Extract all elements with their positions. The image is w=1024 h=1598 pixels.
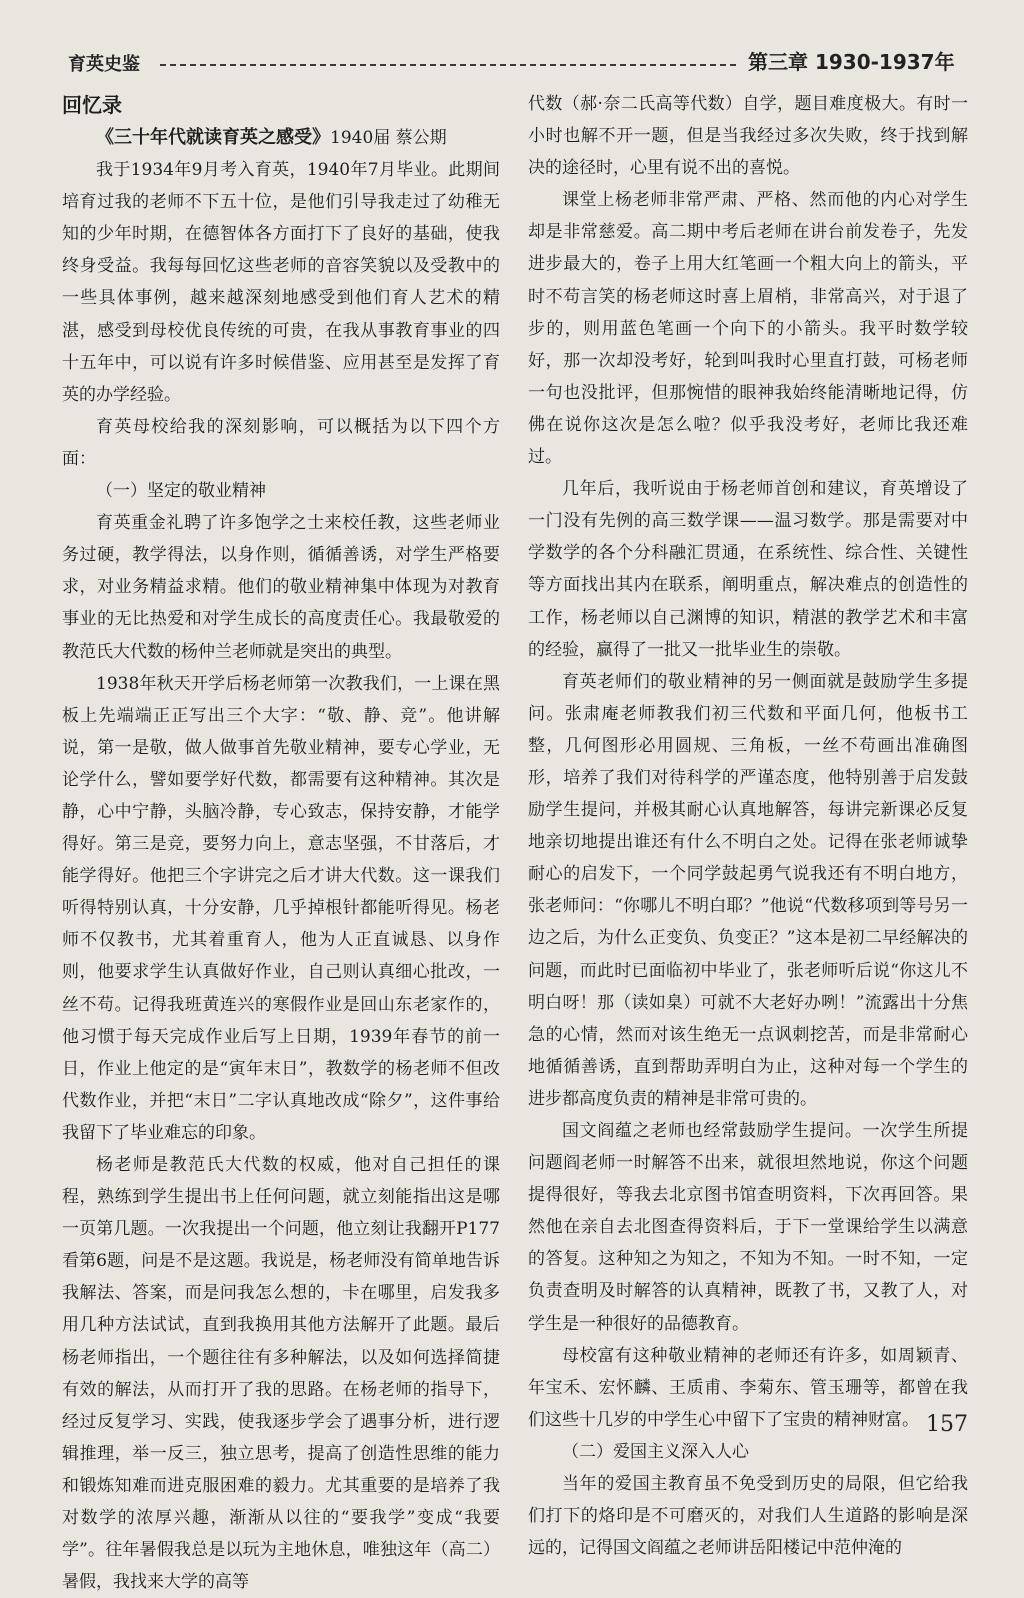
article-title: 《三十年代就读育英之感受》 [96,127,330,148]
subheading: （一）坚定的敬业精神 [96,481,266,502]
section-label: 回忆录 [62,93,122,117]
paragraph: 课堂上杨老师非常严肃、严格、然而他的内心对学生却是非常慈爱。高二期中考后老师在讲台前发卷子，先发进步最大的，卷子上用大红笔画一个粗大向上的箭头，平时不苟言笑的杨老师这时喜上眉梢，非常高兴，对于退了步的，则用蓝色笔画一个向下的小箭头。我平时数学较好，那一次却没考好，轮到叫我时心里直打鼓，可杨老师一句也没批评，但那惋惜的眼神我始终能清晰地记得，仿佛在说你这次是怎么啦？似乎我没考好，老师比我还难过。 [528,190,968,468]
paragraph: 育英母校给我的深刻影响，可以概括为以下四个方面： [62,416,500,469]
subheading: （二）爱国主义深入人心 [562,1441,749,1462]
page-header [0,0,1024,90]
page-number: 157 [926,1412,968,1437]
paragraph: 育英老师们的敬业精神的另一侧面就是鼓励学生多提问。张肃庵老师教我们初三代数和平面几何，他板书工整，几何图形必用圆规、三角板，一丝不苟画出准确图形，培养了我们对待科学的严谨态度，他特别善于启发鼓励学生提问，并极其耐心认真地解答，每讲完新课必反复地亲切地提出谁还有什么不明白之处。记得在张老师诚挚耐心的启发下，一个同学鼓起勇气说我还有不明白地方，张老师问：“你哪儿不明白耶？”他说“代数移项到等号另一边之后，为什么正变负、负变正？”这本是初二早经解决的问题，而此时已面临初中毕业了，张老师听后说“你这儿不明白呀！那（读如臬）可就不大老好办咧！”流露出十分焦急的心情，然而对该生绝无一点讽刺挖苦，而是非常耐心地循循善诱，直到帮助弄明白为止，这种对每一个学生的进步都高度负责的精神是非常可贵的。 [528,671,968,1109]
left-column [62,88,500,1598]
running-head-chapter: 第三章 1930-1937年 [748,50,955,74]
paragraph: 我于1934年9月考入育英，1940年7月毕业。此期间培育过我的老师不下五十位，是他们引导我走过了幼稚无知的少年时期，在德智体各方面打下了良好的基础，使我终身受益。我每每回忆这些老师的音容笑貌以及受教中的一些具体事例，越来越深刻地感受到他们育人艺术的精湛，感受到母校优良传统的可贵，在我从事教育事业的四十五年中，可以说有许多时候借鉴、应用甚至是发挥了育英的办学经验。 [62,160,500,405]
paragraph: 当年的爱国主教育虽不免受到历史的局限，但它给我们打下的烙印是不可磨灭的，对我们人生道路的影响是深远的，记得国文阎蕴之老师讲岳阳楼记中范仲淹的 [528,1474,968,1559]
paragraph: 国文阎蕴之老师也经常鼓励学生提问。一次学生所提问题阎老师一时解答不出来，就很坦然地说，你这个问题提得很好，等我去北京图书馆查明资料，下次再回答。果然他在亲自去北图查得资料后，于下一堂课给学生以满意的答复。这种知之为知之，不知为不知。一时不知，一定负责查明及时解答的认真精神，既教了书，又教了人，对学生是一种很好的品德教育。 [528,1121,968,1334]
paragraph: 杨老师是教范氏大代数的权威，他对自己担任的课程，熟练到学生提出书上任何问题，就立刻能指出这是哪一页第几题。一次我提出一个问题，他立刻让我翻开P177看第6题，问是不是这题。我说是，杨老师没有简单地告诉我解法、答案，而是问我怎么想的，卡在哪里，启发我多用几种方法试试，直到我换用其他方法解开了此题。最后杨老师指出，一个题往往有多种解法，以及如何选择简捷有效的解法，从而打开了我的思路。在杨老师的指导下，经过反复学习、实践，使我逐步学会了遇事分析，进行逻辑推理，举一反三，独立思考，提高了创造性思维的能力和锻炼知难而进克服困难的毅力。尤其重要的是培养了我对数学的浓厚兴趣，渐渐从以往的“要我学”变成“我要学”。往年暑假我总是以玩为主地休息，唯独这年（高二）暑假，我找来大学的高等 [62,1155,500,1593]
article-byline: 1940届 蔡公期 [330,128,447,148]
right-column [528,88,968,1564]
paragraph: 几年后，我听说由于杨老师首创和建议，育英增设了一门没有先例的高三数学课——温习数学。那是需要对中学数学的各个分科融汇贯通，在系统性、综合性、关键性等方面找出其内在联系，阐明重点，解决难点的创造性的工作，杨老师以自己渊博的知识，精湛的教学艺术和丰富的经验，赢得了一批又一批毕业生的崇敬。 [528,479,968,660]
running-head-book-title: 育英史鉴 [68,54,140,75]
article-heading [62,122,500,154]
header-dashed-rule [160,64,736,66]
paragraph: 1938年秋天开学后杨老师第一次教我们，一上课在黑板上先端端正正写出三个大字：“敬、静、竞”。他讲解说，第一是敬，做人做事首先敬业精神，要专心学业，无论学什么，譬如要学好代数，都需要有这种精神。其次是静，心中宁静，头脑冷静，专心致志，保持安静，才能学得好。第三是竞，要努力向上，意志坚强，不甘落后，才能学得好。他把三个字讲完之后才讲大代数。这一课我们听得特别认真，十分安静，几乎掉根针都能听得见。杨老师不仅教书，尤其着重育人，他为人正直诚恳、以身作则，他要求学生认真做好作业，自己则认真细心批改，一丝不苟。记得我班黄连兴的寒假作业是回山东老家作的，他习惯于每天完成作业后写上日期，1939年春节的前一日，作业上他定的是“寅年末日”，教数学的杨老师不但改代数作业，并把“末日”二字认真地改成“除夕”，这件事给我留下了毕业难忘的印象。 [62,673,500,1143]
paragraph: 代数（郝·奈二氏高等代数）自学，题目难度极大。有时一小时也解不开一题，但是当我经过多次失败，终于找到解决的途径时，心里有说不出的喜悦。 [528,94,968,179]
paragraph: 育英重金礼聘了许多饱学之士来校任教，这些老师业务过硬，教学得法，以身作则，循循善诱，对学生严格要求，对业务精益求精。他们的敬业精神集中体现为对教育事业的无比热爱和对学生成长的高度责任心。我最敬爱的教范氏大代数的杨仲兰老师就是突出的典型。 [62,513,500,662]
paragraph: 母校富有这种敬业精神的老师还有许多，如周颖青、年宝禾、宏怀麟、王质甫、李菊东、管玉珊等，都曾在我们这些十几岁的中学生心中留下了宝贵的精神财富。 [528,1345,968,1430]
